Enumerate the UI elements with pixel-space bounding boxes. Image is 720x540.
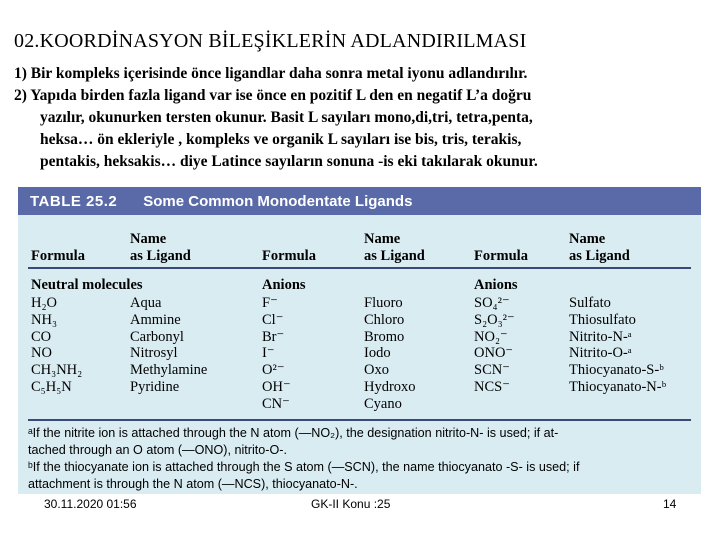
formula: C₅H₅N	[31, 378, 72, 395]
col1-formulas	[31, 295, 82, 396]
ligand-name: Thiocyanato-N-ᵇ	[569, 378, 667, 395]
formula: NCS⁻	[474, 378, 510, 395]
ligand-name: Carbonyl	[130, 328, 184, 345]
formula: SO₄²⁻	[474, 295, 510, 311]
footnote-b-line-2: attachment is through the N atom (—NCS), thiocyanato-N-.	[28, 477, 358, 491]
ligand-name: Hydroxo	[364, 378, 416, 395]
ligand-name: Iodo	[364, 345, 391, 362]
col3-names	[569, 295, 666, 396]
rule-2	[14, 85, 538, 173]
ligand-name: Ammine	[130, 311, 181, 328]
col1-name-header	[130, 231, 191, 265]
formula: Br⁻	[262, 328, 285, 345]
formula: NH₃	[31, 311, 57, 328]
footnote-a-line-1: ᵃIf the nitrite ion is attached through the N atom (—NO₂), the designation nitrito-N- is used; if at-	[28, 426, 559, 440]
formula: H₂O	[31, 295, 57, 311]
table-footnotes	[28, 425, 579, 493]
formula: Cl⁻	[262, 311, 284, 328]
ligand-name: Aqua	[130, 295, 162, 311]
formula: SCN⁻	[474, 362, 510, 379]
ligand-name: Cyano	[364, 395, 402, 412]
ligand-name: Chloro	[364, 311, 405, 328]
col3-formula-header: Formula	[474, 248, 528, 264]
header-divider	[28, 267, 691, 269]
formula: CH₃NH₂	[31, 362, 83, 379]
col3-formulas	[474, 295, 515, 396]
formula: O²⁻	[262, 362, 285, 379]
ligand-name: Nitrito-N-ᵃ	[569, 328, 632, 345]
formula: ONO⁻	[474, 345, 514, 362]
formula: F⁻	[262, 295, 278, 311]
footer-course: GK-II Konu :25	[311, 497, 391, 511]
ligand-name: Oxo	[364, 362, 389, 379]
ligand-table	[18, 187, 701, 494]
ligand-name: Bromo	[364, 328, 405, 345]
table-caption: Some Common Monodentate Ligands	[143, 192, 413, 210]
col2-name-header	[364, 231, 425, 265]
ligand-name: Fluoro	[364, 295, 403, 311]
page-title: 02.KOORDİNASYON BİLEŞİKLERİN ADLANDIRILMASI	[14, 30, 527, 52]
ligand-name: Nitrosyl	[130, 345, 178, 362]
col1-names	[130, 295, 207, 396]
col2-name-header-l1: Name	[364, 231, 401, 247]
footnote-a-line-2: tached through an O atom (—ONO), nitrito-O-.	[28, 443, 287, 457]
group-anions-2: Anions	[474, 277, 518, 293]
group-anions-1: Anions	[262, 277, 306, 293]
col2-formulas	[262, 295, 291, 413]
formula: CN⁻	[262, 395, 290, 412]
ligand-name: Pyridine	[130, 378, 180, 395]
column-headers	[18, 215, 701, 264]
rule-2-line-4: pentakis, heksakis… diye Latince sayıların sonuna -is eki takılarak okunur.	[40, 153, 538, 170]
ligand-name: Thiocyanato-S-ᵇ	[569, 362, 664, 379]
ligand-name: Thiosulfato	[569, 311, 636, 328]
ligand-name: Methylamine	[130, 362, 208, 379]
rule-2-line-2: yazılır, okunurken tersten okunur. Basit L sayıları mono,di,tri, tetra,penta,	[40, 109, 533, 126]
col2-names	[364, 295, 416, 413]
col2-formula-header: Formula	[262, 248, 316, 264]
rule-2-line-1: 2) Yapıda birden fazla ligand var ise önce en pozitif L den en negatif L’a doğru	[14, 87, 532, 104]
rule-2-line-3: heksa… ön ekleriyle , kompleks ve organik L sayıları ise bis, tris, terakis,	[40, 131, 522, 148]
table-header-bar	[18, 187, 701, 215]
footnote-divider	[28, 419, 691, 421]
col1-name-header-l1: Name	[130, 231, 167, 247]
formula: NO	[31, 345, 52, 362]
footer-page-number: 14	[663, 497, 677, 511]
footer-date: 30.11.2020 01:56	[44, 497, 137, 511]
formula: OH⁻	[262, 378, 291, 395]
group-neutral: Neutral molecules	[31, 277, 143, 293]
footnote-b-line-1: ᵇIf the thiocyanate ion is attached through the S atom (—SCN), the name thiocyanato -S- is used; if	[28, 460, 580, 474]
col1-name-header-l2: as Ligand	[130, 248, 191, 264]
ligand-name: Sulfato	[569, 295, 611, 311]
ligand-name: Nitrito-O-ᵃ	[569, 345, 632, 362]
col3-name-header-l2: as Ligand	[569, 248, 630, 264]
formula: S₂O₃²⁻	[474, 311, 515, 328]
col1-formula-header: Formula	[31, 248, 85, 264]
formula: CO	[31, 328, 52, 345]
formula: I⁻	[262, 345, 275, 362]
col3-name-header-l1: Name	[569, 231, 606, 247]
col3-name-header	[569, 231, 630, 265]
formula: NO₂⁻	[474, 328, 508, 345]
rule-1: 1) Bir kompleks içerisinde önce ligandlar daha sonra metal iyonu adlandırılır.	[14, 65, 528, 82]
col2-name-header-l2: as Ligand	[364, 248, 425, 264]
table-number: TABLE 25.2	[30, 192, 118, 210]
